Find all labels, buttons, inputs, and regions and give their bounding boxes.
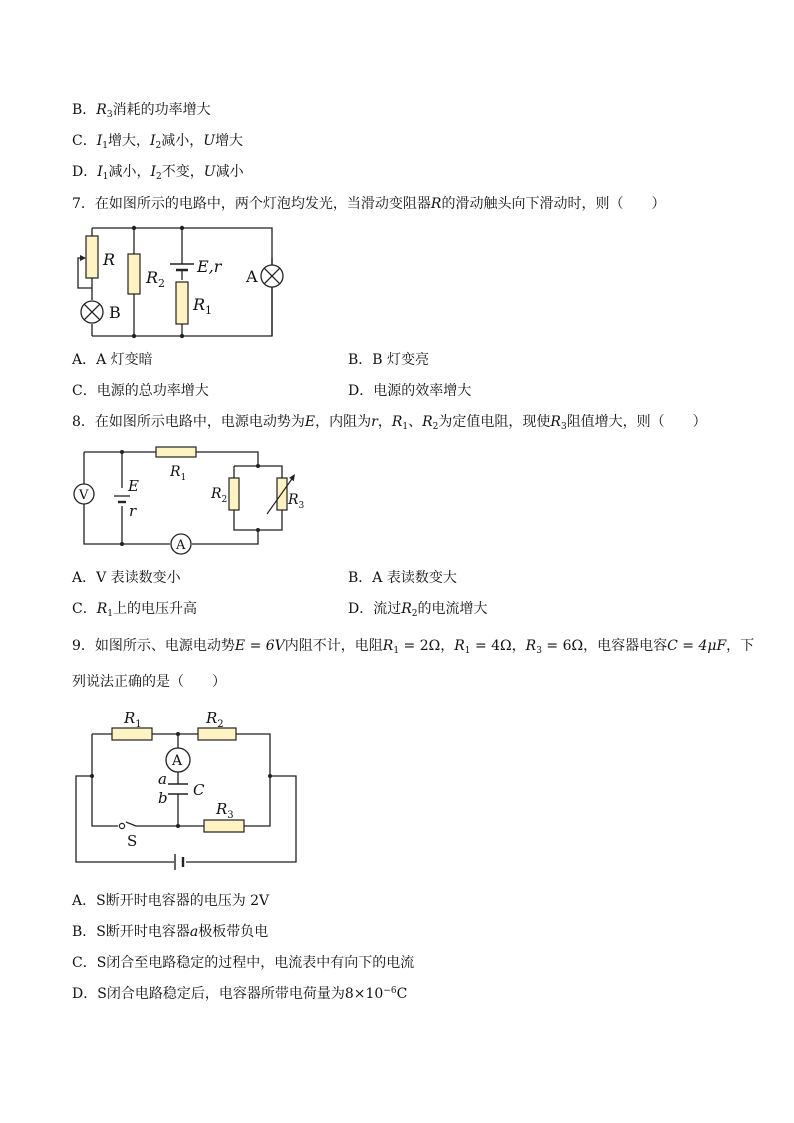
label-r2: $R_2$ xyxy=(206,709,224,730)
q9-circuit-diagram xyxy=(70,706,310,874)
label-r2: $R_2$ xyxy=(146,268,166,290)
label-switch: S xyxy=(127,832,138,850)
switch-s xyxy=(119,823,124,828)
q8-circuit-diagram xyxy=(70,444,310,560)
q7-stem: 7．在如图所示的电路中，两个灯泡均发光，当滑动变阻器R的滑动触头向下滑动时，则（ ） xyxy=(72,196,666,212)
q9-option-c: C．S闭合至电路稳定的过程中，电流表中有向下的电流 xyxy=(72,955,415,971)
q7-option-d: D．电源的效率增大 xyxy=(348,383,472,399)
label-lamp-a: A xyxy=(246,267,258,286)
label-lamp-b: B xyxy=(109,303,121,322)
q9-option-a: A．S断开时电容器的电压为 2V xyxy=(72,893,270,909)
label-emf: E,r xyxy=(197,257,222,276)
q6-option-b: B．$R_3$消耗的功率增大 xyxy=(72,102,211,120)
resistor-r2 xyxy=(229,478,239,510)
q8-option-b: B．A 表读数变大 xyxy=(348,570,457,586)
label-r3: $R_3$ xyxy=(216,800,234,821)
q7-circuit-diagram xyxy=(70,222,290,342)
q9-stem-line1: 9．如图所示、电源电动势E = 6V内阻不计，电阻$R_1 = 2\Omega$，$R_1 = 4\Omega$，$R_3 = 6\Omega$，电容器电容C = 4μF，下 xyxy=(72,638,755,656)
label-r: r xyxy=(129,502,137,520)
label-r2: $R_2$ xyxy=(211,486,228,505)
label-plate-b: b xyxy=(158,789,168,807)
resistor-r3 xyxy=(277,478,287,510)
resistor-r3 xyxy=(204,820,244,832)
label-ammeter: A xyxy=(172,753,183,769)
label-ammeter: A xyxy=(176,538,186,553)
label-r1: $R_1$ xyxy=(170,464,187,483)
label-capacitor: C xyxy=(193,781,205,799)
q8-option-d: D．流过$R_2$的电流增大 xyxy=(348,601,488,619)
label-r3: $R_3$ xyxy=(288,492,305,511)
q8-option-c: C．$R_1$上的电压升高 xyxy=(72,601,197,619)
label-e: E xyxy=(128,477,139,495)
q6-option-d: D．$I_1$减小，$I_2$不变，U减小 xyxy=(72,164,244,182)
q9-option-b: B．S断开时电容器a极板带负电 xyxy=(72,924,269,940)
resistor-r1 xyxy=(176,282,188,324)
resistor-r1 xyxy=(156,447,196,457)
q8-stem: 8．在如图所示电路中，电源电动势为E，内阻为r，$R_1$、$R_2$为定值电阻，现使$R_3$阻值增大，则（ ） xyxy=(72,414,707,432)
label-r1: $R_1$ xyxy=(124,709,142,730)
label-plate-a: a xyxy=(158,770,167,788)
q9-stem-line2: 列说法正确的是（ ） xyxy=(72,674,226,690)
q9-option-d: D．S闭合电路稳定后，电容器所带电荷量为$8\times 10^{-6}C$ xyxy=(72,986,408,1002)
resistor-r2 xyxy=(128,254,140,294)
q7-option-a: A．A 灯变暗 xyxy=(72,352,153,368)
q6-option-c: C．$I_1$增大，$I_2$减小，U增大 xyxy=(72,133,244,151)
label-voltmeter: V xyxy=(79,488,89,503)
label-r1: $R_1$ xyxy=(193,295,213,317)
resistor-r1 xyxy=(112,728,152,740)
q8-option-a: A．V 表读数变小 xyxy=(72,570,181,586)
q7-option-c: C．电源的总功率增大 xyxy=(72,383,209,399)
q7-option-b: B．B 灯变亮 xyxy=(348,352,430,368)
rheostat-r xyxy=(86,236,98,278)
label-r: R xyxy=(103,250,116,269)
